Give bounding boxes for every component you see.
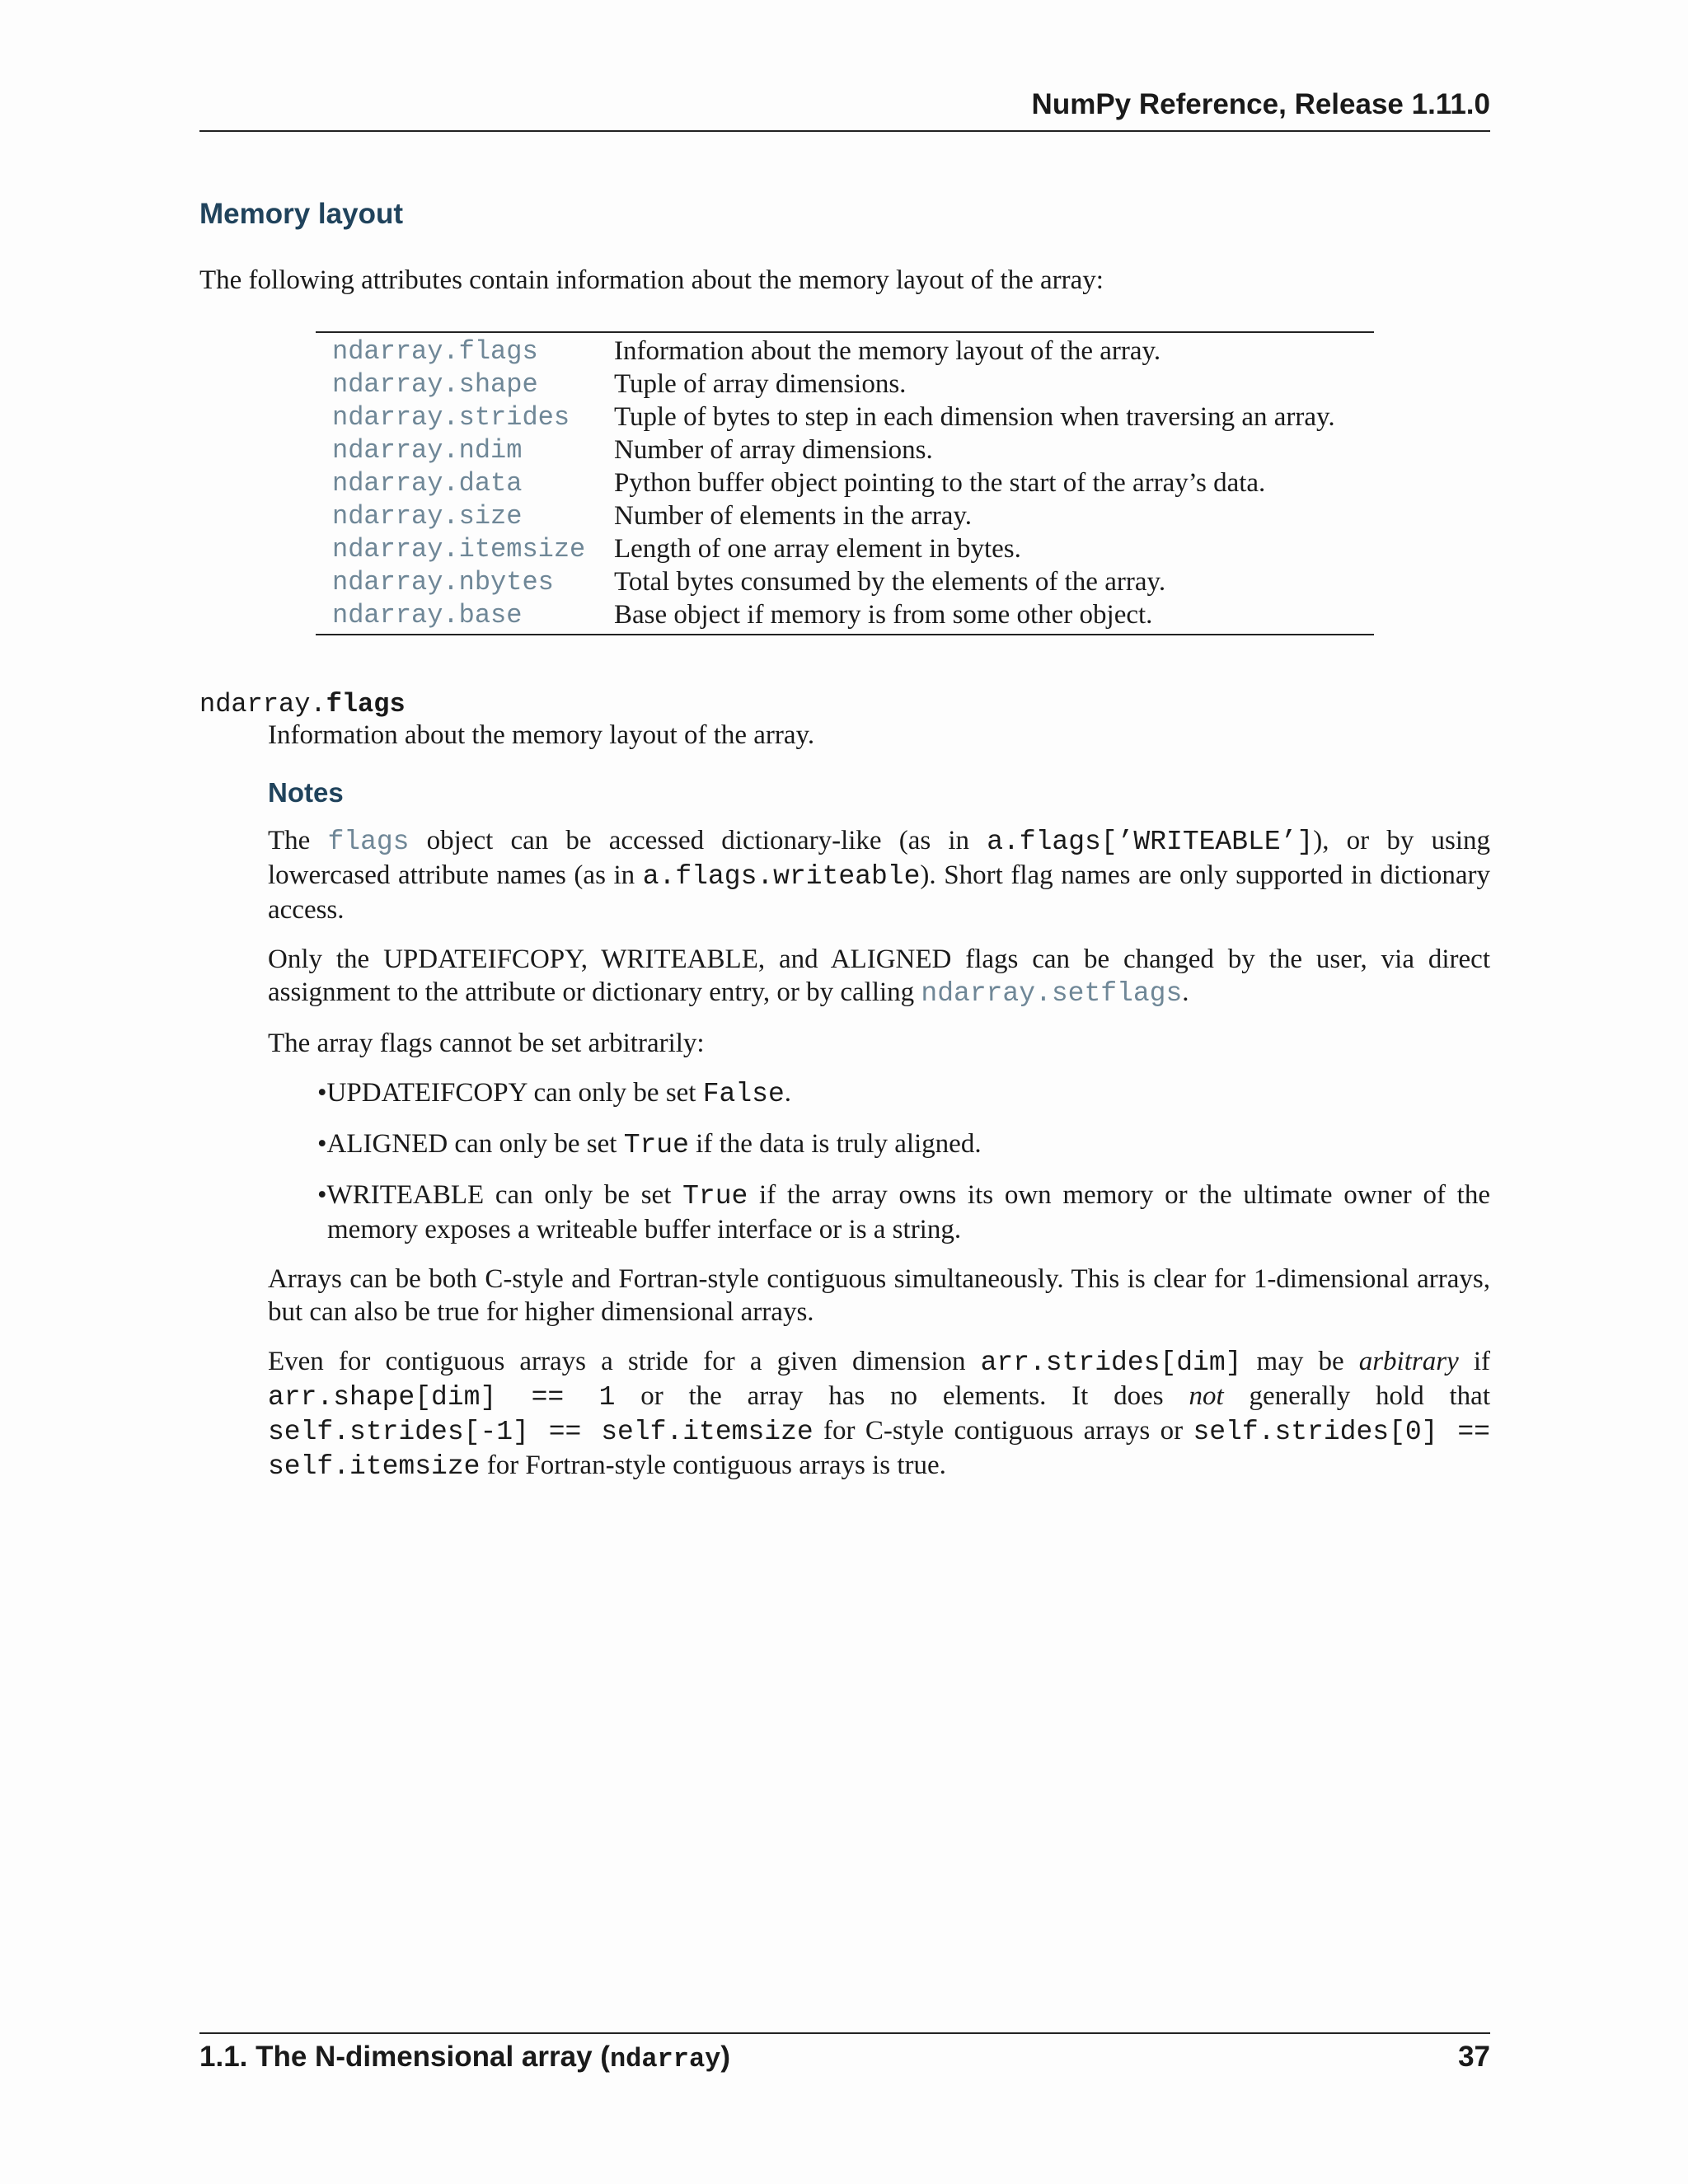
attribute-link[interactable]: ndarray.base <box>332 599 523 630</box>
text-run: Only the UPDATEIFCOPY, WRITEABLE, and ALIGNED flags can be changed by the user, via direct assignment to the attribute or dictionary entry, or by calling <box>268 944 1490 1007</box>
table-row <box>316 434 1374 466</box>
attribute-link[interactable]: ndarray.ndim <box>332 434 523 466</box>
attribute-link[interactable]: ndarray.data <box>332 467 523 499</box>
running-title: NumPy Reference, Release 1.11.0 <box>1031 88 1490 120</box>
attribute-link[interactable]: ndarray.size <box>332 500 523 532</box>
table-row <box>316 368 1374 401</box>
text-run: The <box>268 826 328 855</box>
text-run: . <box>784 1078 792 1108</box>
inline-code: arr.shape[dim] == 1 <box>268 1382 616 1413</box>
footer-section-text: 1.1. The N-dimensional array ( <box>199 2041 610 2073</box>
flags-link[interactable]: flags <box>327 827 410 857</box>
text-run: if the data is truly aligned. <box>688 1129 982 1159</box>
section-heading: Memory layout <box>199 198 403 230</box>
setflags-link[interactable]: ndarray.setflags <box>921 978 1183 1009</box>
notes-paragraph <box>268 943 1490 1010</box>
document-page <box>199 0 1490 2184</box>
attribute-summary: Information about the memory layout of the array. <box>268 720 815 750</box>
notes-paragraph <box>268 1345 1490 1483</box>
footer-code: ndarray <box>609 2044 721 2074</box>
attribute-signature <box>199 689 406 719</box>
table-row <box>316 401 1374 434</box>
attribute-summary-table <box>316 331 1374 635</box>
table-row <box>316 598 1374 631</box>
text-run: if the array owns its own memory or the ultimate owner of the memory exposes a writeable buffer interface or is a string. <box>327 1180 1490 1244</box>
signature-prefix: ndarray. <box>199 689 326 719</box>
attribute-description: Number of array dimensions. <box>614 434 933 465</box>
footer-section <box>199 2041 730 2074</box>
attribute-link[interactable]: ndarray.shape <box>332 368 538 400</box>
inline-code: a.flags[’WRITEABLE’] <box>987 827 1314 857</box>
attribute-description: Tuple of array dimensions. <box>614 368 907 399</box>
list-item <box>268 1179 1490 1246</box>
notes-paragraph: The array flags cannot be set arbitrarily: <box>268 1029 705 1058</box>
attribute-description: Information about the memory layout of the array. <box>614 335 1161 366</box>
inline-code: True <box>682 1181 748 1212</box>
attribute-description: Python buffer object pointing to the start of the array’s data. <box>614 467 1266 498</box>
inline-code: self.strides[-1] == self.itemsize <box>268 1417 814 1447</box>
attribute-link[interactable]: ndarray.nbytes <box>332 566 554 598</box>
text-run: generally hold that <box>1223 1381 1490 1411</box>
signature-name: flags <box>326 689 406 719</box>
list-item <box>268 1076 1490 1111</box>
text-run: Even for contiguous arrays a stride for a given dimension <box>268 1347 981 1376</box>
text-run: or the array has no elements. It does <box>615 1381 1189 1411</box>
table-row <box>316 499 1374 532</box>
text-run: ). Short flag names are only supported in dictionary access. <box>268 860 1490 925</box>
inline-code: False <box>702 1079 785 1109</box>
table-row <box>316 335 1374 368</box>
table-row <box>316 565 1374 598</box>
text-run: ), or by using lowercased attribute names (as in <box>268 826 1490 890</box>
inline-code: self.strides[0] == self.itemsize <box>268 1417 1490 1482</box>
running-header <box>199 89 1490 132</box>
footer-section-close: ) <box>720 2041 731 2073</box>
attribute-description: Total bytes consumed by the elements of the array. <box>614 566 1166 597</box>
section-intro: The following attributes contain information about the memory layout of the array: <box>199 265 1104 295</box>
inline-code: a.flags.writeable <box>642 861 921 892</box>
text-run: for Fortran-style contiguous arrays is true. <box>480 1451 946 1480</box>
inline-code: arr.strides[dim] <box>980 1347 1242 1378</box>
text-run: . <box>1182 977 1189 1007</box>
text-run: •UPDATEIFCOPY can only be set <box>317 1078 703 1108</box>
notes-paragraph <box>268 824 1490 926</box>
emphasis: arbitrary <box>1358 1347 1459 1376</box>
table-row <box>316 532 1374 565</box>
text-run: for C-style contiguous arrays or <box>813 1416 1193 1446</box>
inline-code: True <box>623 1130 689 1160</box>
text-run: •ALIGNED can only be set <box>317 1129 624 1159</box>
attribute-description: Number of elements in the array. <box>614 500 973 531</box>
text-run: •WRITEABLE can only be set <box>317 1180 683 1210</box>
attribute-link[interactable]: ndarray.strides <box>332 401 570 433</box>
list-item <box>268 1127 1490 1162</box>
attribute-link[interactable]: ndarray.itemsize <box>332 533 586 565</box>
attribute-body <box>268 719 1490 1500</box>
attribute-description: Tuple of bytes to step in each dimension when traversing an array. <box>614 401 1335 432</box>
running-footer <box>199 2032 1490 2074</box>
emphasis: not <box>1189 1381 1224 1411</box>
table-row <box>316 466 1374 499</box>
text-run: may be <box>1241 1347 1359 1376</box>
text-run: if <box>1458 1347 1490 1376</box>
notes-heading: Notes <box>268 777 344 808</box>
attribute-description: Base object if memory is from some other object. <box>614 599 1153 630</box>
text-run: object can be accessed dictionary-like (as in <box>409 826 987 855</box>
page-number: 37 <box>1458 2041 1490 2073</box>
attribute-description: Length of one array element in bytes. <box>614 533 1021 564</box>
notes-paragraph: Arrays can be both C-style and Fortran-style contiguous simultaneously. This is clear for 1-dimensional arrays, but can also be true for higher dimensional arrays. <box>268 1264 1490 1327</box>
attribute-link[interactable]: ndarray.flags <box>332 335 538 367</box>
